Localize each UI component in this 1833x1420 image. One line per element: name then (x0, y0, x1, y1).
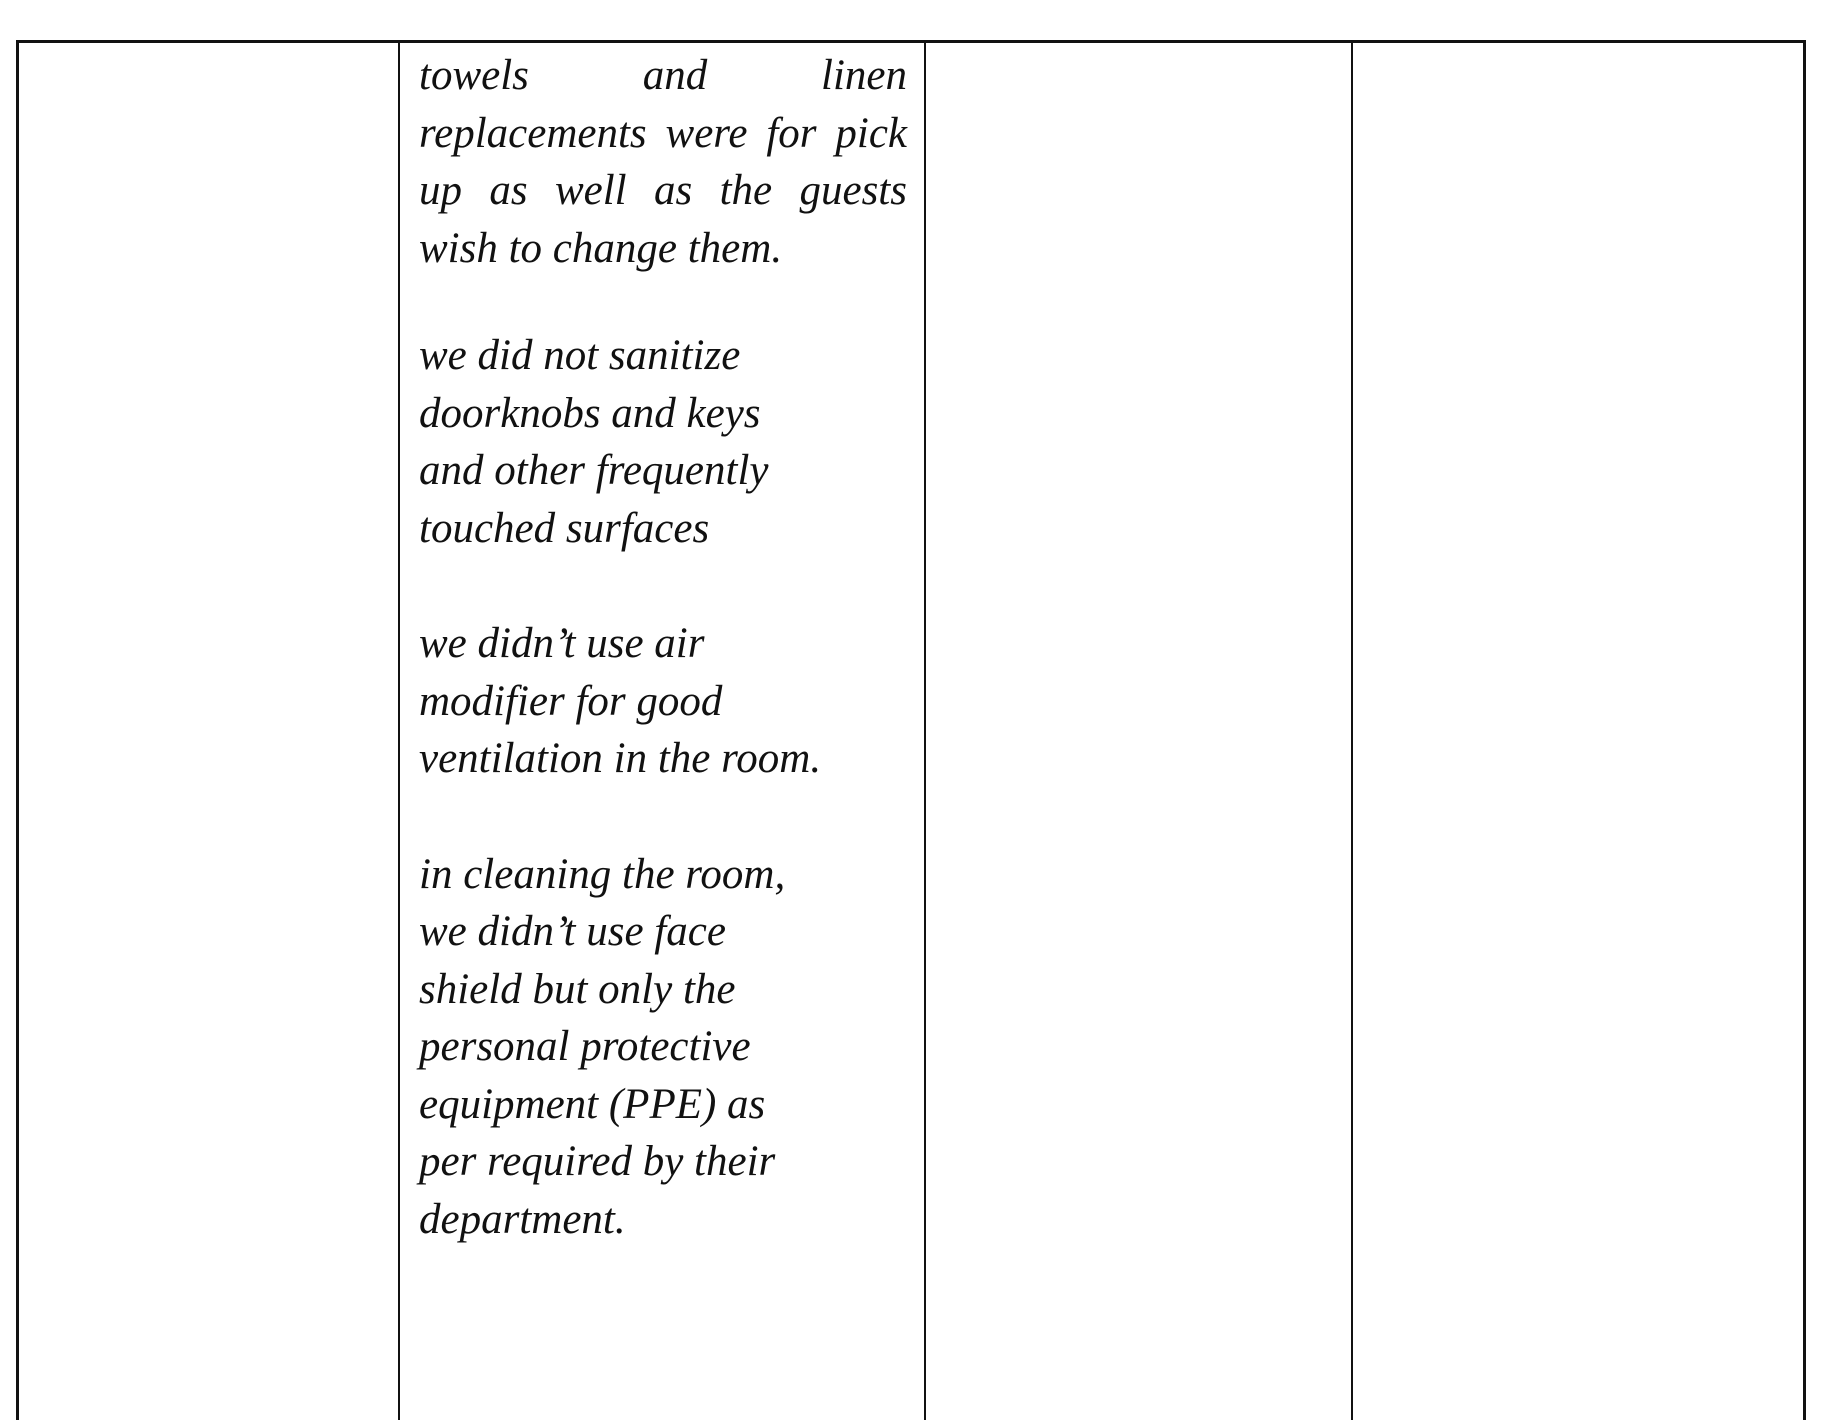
paragraph-first-line: towels and linen (419, 52, 907, 99)
paragraph-sanitize: we did not sanitize doorknobs and keys and other frequently touched surfaces (419, 332, 769, 552)
column-divider-3 (1351, 43, 1353, 1420)
paragraph-towels-linen (419, 47, 907, 277)
table-cell-observations (419, 47, 907, 1248)
paragraph-face-shield: in cleaning the room, we didn’t use face shield but only the personal protective equipment (PPE) as per required by their department. (419, 850, 786, 1243)
column-divider-2 (924, 43, 926, 1420)
column-divider-1 (398, 43, 400, 1420)
paragraph-air-modifier: we didn’t use air modifier for good ventilation in the room. (419, 620, 822, 782)
paragraph-rest: replacements were for pick up as well as the guests wish to change them. (419, 109, 907, 272)
document-table (16, 40, 1806, 1420)
